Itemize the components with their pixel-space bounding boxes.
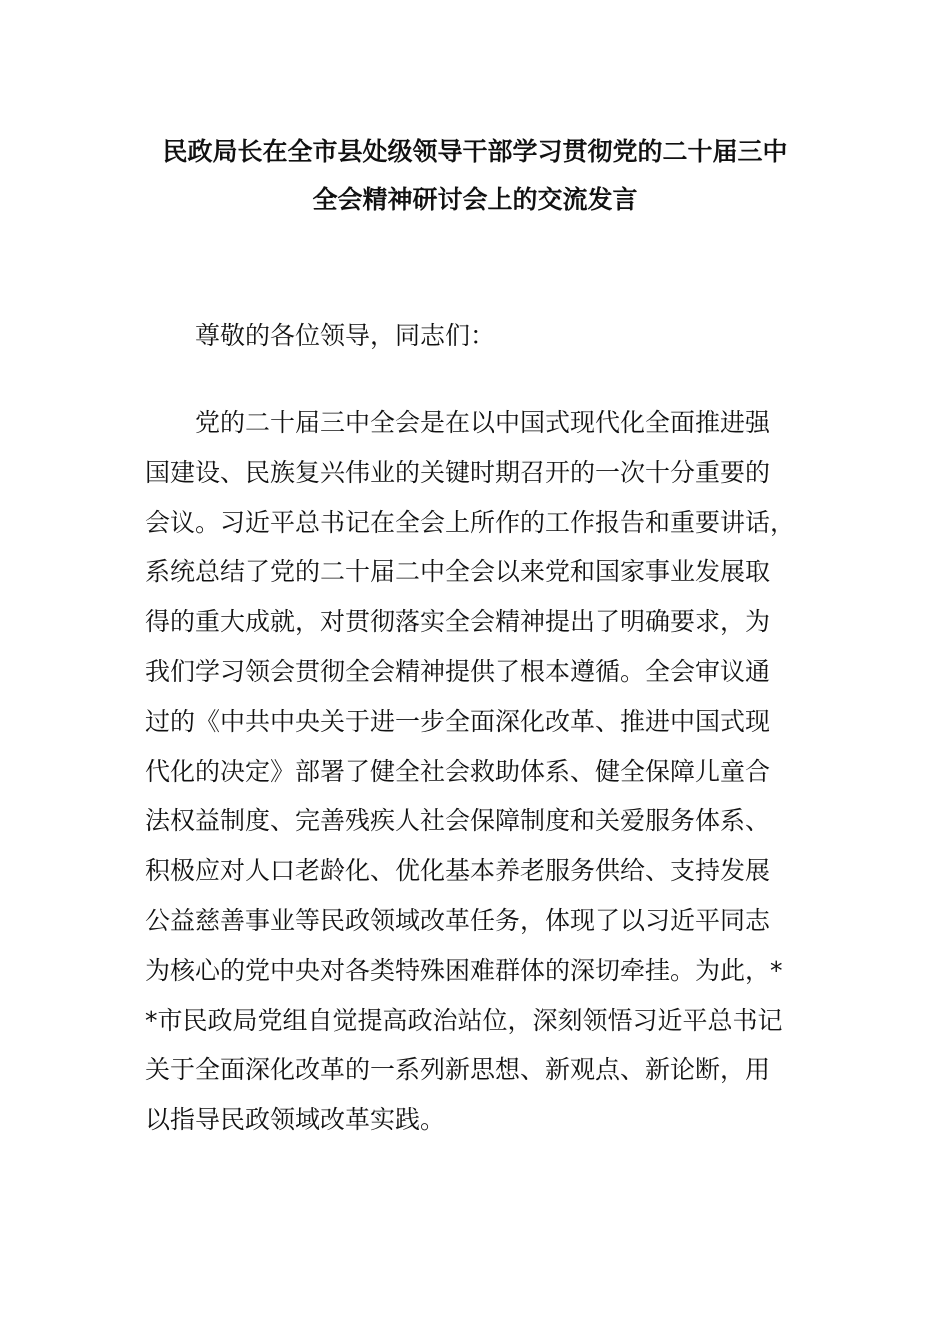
body-paragraph (145, 398, 825, 1145)
paragraph-line: 党的二十届三中全会是在以中国式现代化全面推进强 (195, 408, 771, 437)
paragraph-line: *市民政局党组自觉提高政治站位，深刻领悟习近平总书记 (145, 1005, 783, 1035)
paragraph-line: 法权益制度、完善残疾人社会保障制度和关爱服务体系、 (145, 806, 771, 836)
document-title-line-1: 民政局长在全市县处级领导干部学习贯彻党的二十届三中 (162, 137, 788, 166)
salutation: 尊敬的各位领导，同志们： (195, 321, 496, 350)
paragraph-line: 积极应对人口老龄化、优化基本养老服务供给、支持发展 (145, 856, 771, 886)
paragraph-line: 公益慈善事业等民政领域改革任务，体现了以习近平同志 (145, 905, 771, 935)
paragraph-line: 以指导民政领域改革实践。 (145, 1105, 446, 1135)
paragraph-line: 关于全面深化改革的一系列新思想、新观点、新论断，用 (145, 1055, 771, 1085)
paragraph-line: 为核心的党中央对各类特殊困难群体的深切牵挂。为此，* (145, 955, 783, 985)
paragraph-line: 系统总结了党的二十届二中全会以来党和国家事业发展取 (145, 557, 771, 587)
paragraph-line: 过的《中共中央关于进一步全面深化改革、推进中国式现 (145, 706, 771, 736)
paragraph-line: 会议。习近平总书记在全会上所作的工作报告和重要讲话， (145, 507, 796, 537)
paragraph-line: 我们学习领会贯彻全会精神提供了根本遵循。全会审议通 (145, 656, 771, 686)
document-title-line-2: 全会精神研讨会上的交流发言 (312, 185, 638, 214)
paragraph-line: 得的重大成就，对贯彻落实全会精神提出了明确要求，为 (145, 607, 771, 637)
paragraph-line: 代化的决定》部署了健全社会救助体系、健全保障儿童合 (145, 756, 771, 786)
paragraph-line: 国建设、民族复兴伟业的关键时期召开的一次十分重要的 (145, 457, 771, 487)
